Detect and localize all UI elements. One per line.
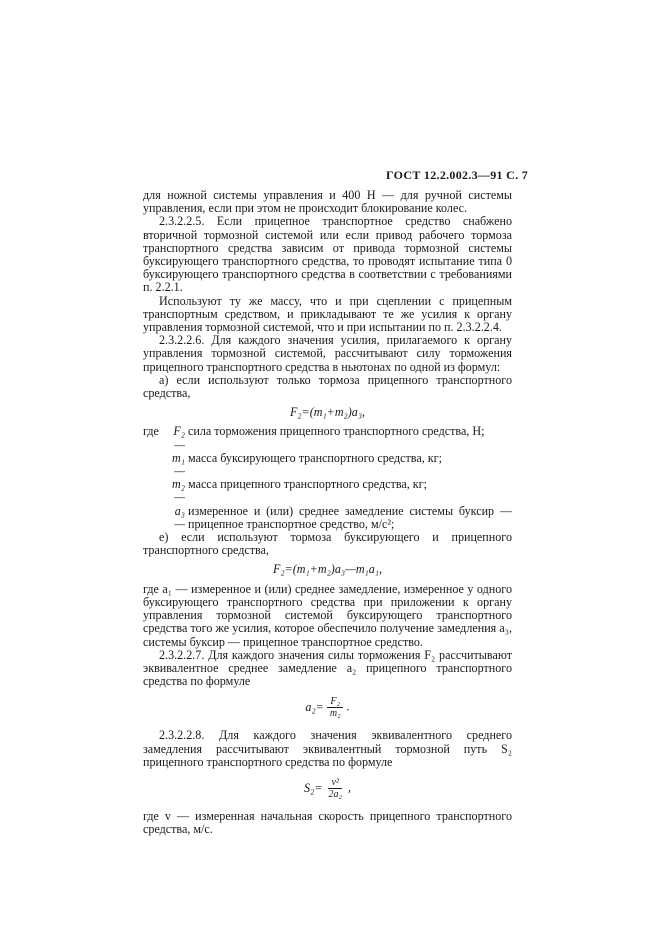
- formula-tail: ,: [347, 780, 351, 795]
- fraction-numerator: F₂: [327, 696, 343, 708]
- definition-row: [143, 478, 512, 504]
- definition-symbol: a₃ —: [174, 503, 185, 531]
- definition-row: [143, 425, 512, 451]
- fraction: [325, 777, 344, 800]
- formula-s2: [143, 777, 512, 800]
- definition-prefix: [143, 478, 161, 504]
- definition-row: [143, 452, 512, 478]
- formula-lhs: a₂=: [305, 700, 324, 715]
- definition-text: измеренное и (или) среднее замедление системы буксир — прицепное транспортное средство, м/с²;: [188, 503, 512, 531]
- formula-tail: .: [346, 699, 350, 714]
- definition-prefix: где: [143, 424, 159, 439]
- definition-text: масса прицепного транспортного средства, кг;: [188, 477, 427, 492]
- formula-a2: [143, 696, 512, 719]
- paragraph: Используют ту же массу, что и при сцеплении с прицепным транспортным средством, и прикладывают те же усилия к органу управления тормозной системой, что и при испытании по п. 2.3.2.2.4.: [143, 293, 512, 335]
- paragraph-2-3-2-2-8: 2.3.2.2.8. Для каждого значения эквивалентного среднего замедления рассчитывают эквивалентный тормозной путь S₂ прицепного транспортного средства по формуле: [143, 728, 512, 769]
- symbol-definitions: [143, 425, 512, 531]
- definition-prefix: [143, 452, 161, 478]
- definition-symbol: m₁ —: [172, 450, 185, 479]
- paragraph: где a₁ — измеренное и (или) среднее замедление, измеренное у одного буксирующего транспортного средства при приложении к органу управления тормозной системой буксирующего транспортного средства того же усилия, которое обеспечило получение замедления a₃, системы буксир — прицепное транспортное средство.: [143, 581, 512, 649]
- page-header: ГОСТ 12.2.002.3—91 С. 7: [385, 168, 528, 182]
- formula-lhs: S₂=: [304, 780, 323, 795]
- paragraph-2-3-2-2-6: 2.3.2.2.6. Для каждого значения усилия, прилагаемого к органу управления тормозной системой, рассчитывают силу торможения прицепного транспортного средства в ньютонах по одной из формул:: [143, 333, 512, 374]
- paragraph: для ножной системы управления и 400 Н — для ручной системы управления, если при этом не происходит блокирование колес.: [143, 188, 512, 216]
- definition-symbol: m₂ —: [172, 477, 185, 505]
- definition-text: масса буксирующего транспортного средства, кг;: [188, 450, 442, 465]
- formula-f2-e: F₂=(m₁+m₂)a₃—m₁a₁,: [272, 562, 383, 577]
- definition-row: [143, 505, 512, 531]
- formula-f2-a: F₂=(m₁+m₂)a₃,: [289, 405, 366, 420]
- fraction-numerator: v²: [328, 777, 341, 789]
- paragraph: где v — измеренная начальная скорость прицепного транспортного средства, м/с.: [143, 808, 512, 837]
- fraction-denominator: m₂: [329, 708, 341, 720]
- fraction: [327, 696, 344, 719]
- paragraph-2-3-2-2-7: 2.3.2.2.7. Для каждого значения силы торможения F₂ рассчитывают эквивалентное среднее замедление a₂ прицепного транспортного средства по формуле: [143, 647, 512, 689]
- definition-prefix: [143, 505, 161, 531]
- fraction-denominator: 2a₂: [328, 788, 342, 800]
- paragraph-2-3-2-2-5: 2.3.2.2.5. Если прицепное транспортное средство снабжено вторичной тормозной системой или если привод рабочего тормоза транспортного средства зависим от привода тормозной системы буксирующего транспортного средства, то проводят испытание типа 0 буксирующего транспортного средства в соответствии с требованиями п. 2.2.1.: [143, 214, 512, 295]
- paragraph-item-a: а) если используют только тормоза прицепного транспортного средства,: [143, 372, 512, 401]
- document-body: [143, 189, 512, 836]
- definition-text: сила торможения прицепного транспортного средства, Н;: [188, 424, 485, 439]
- definition-symbol: F₂ —: [173, 424, 185, 452]
- paragraph-item-e: е) если используют тормоза буксирующего и прицепного транспортного средства,: [143, 530, 512, 558]
